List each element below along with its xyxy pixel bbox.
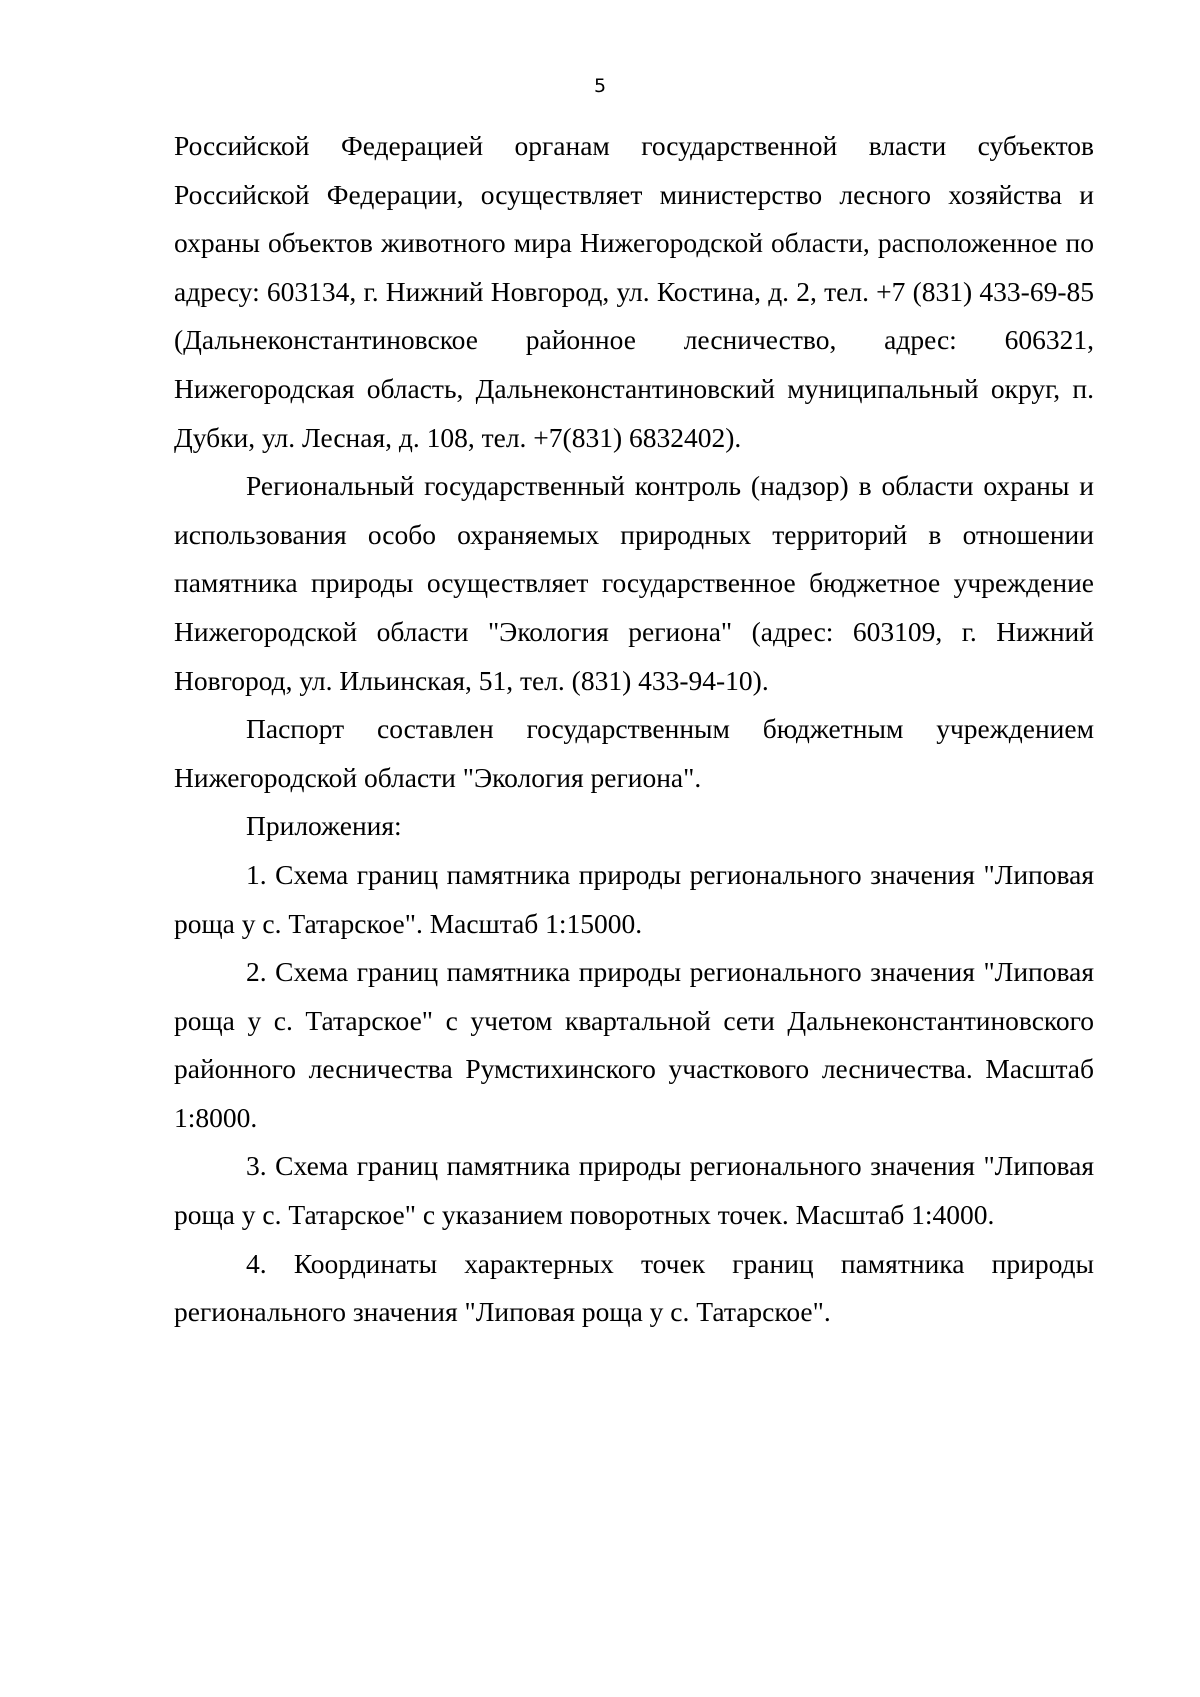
paragraph-regional-control: Региональный государственный контроль (надзор) в области охраны и использования особо охраняемых природных территорий в отношении памятника природы осуществляет государственное бюджетное учреждение Нижегородской области "Экология региона" (адрес: 603109, г. Нижний Новгород, ул. Ильинская, 51, тел. (831) 433-94-10). xyxy=(174,470,1094,696)
appendices-heading: Приложения: xyxy=(246,810,402,842)
appendix-item-1: 1. Схема границ памятника природы регионального значения "Липовая роща у с. Татарское". Масштаб 1:15000. xyxy=(174,858,1094,939)
appendix-item-4: 4. Координаты характерных точек границ памятника природы регионального значения "Липовая роща у с. Татарское". xyxy=(174,1247,1094,1328)
appendix-item-2: 2. Схема границ памятника природы регионального значения "Липовая роща у с. Татарское" с учетом квартальной сети Дальнеконстантиновского районного лесничества Румстихинского участкового лесничества. Масштаб 1:8000. xyxy=(174,956,1094,1133)
appendix-item-3: 3. Схема границ памятника природы регионального значения "Липовая роща у с. Татарское" с указанием поворотных точек. Масштаб 1:4000. xyxy=(174,1150,1094,1231)
paragraph-passport-compiled: Паспорт составлен государственным бюджетным учреждением Нижегородской области "Экология региона". xyxy=(174,713,1094,793)
page-number: 5 xyxy=(593,75,607,97)
paragraph-authority-continuation: Российской Федерацией органам государственной власти субъектов Российской Федерации, осуществляет министерство лесного хозяйства и охраны объектов животного мира Нижегородской области, расположенное по адресу: 603134, г. Нижний Новгород, ул. Костина, д. 2, тел. +7 (831) 433-69-85 (Дальнеконстантиновское районное лесничество, адрес: 606321, Нижегородская область, Дальнеконстантиновский муниципальный округ, п. Дубки, ул. Лесная, д. 108, тел. +7(831) 6832402). xyxy=(174,130,1094,453)
document-body xyxy=(174,122,1094,1337)
